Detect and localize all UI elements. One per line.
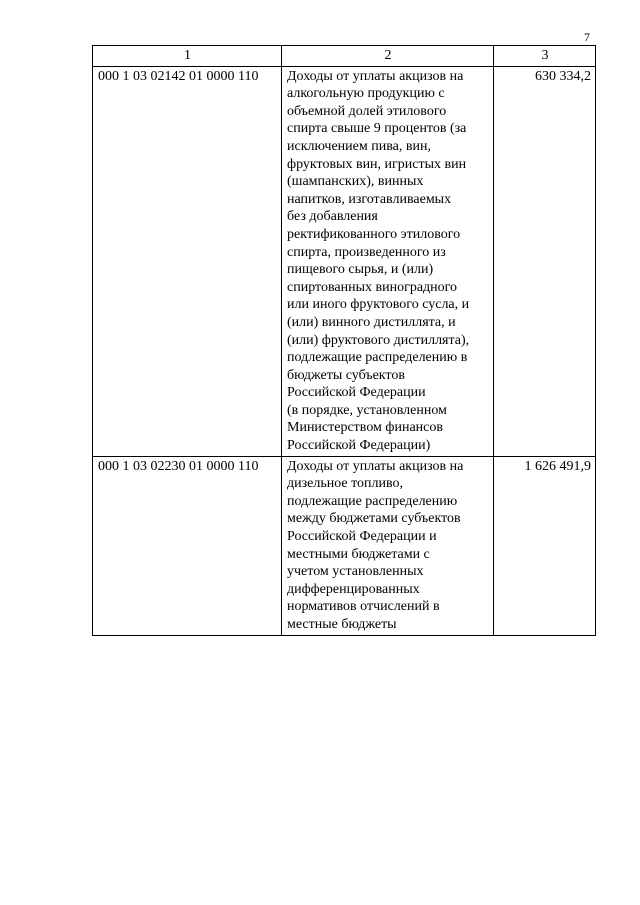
revenue-code-cell: 000 1 03 02230 01 0000 110 (93, 456, 282, 635)
revenue-code-cell: 000 1 03 02142 01 0000 110 (93, 66, 282, 456)
revenue-description-cell: Доходы от уплаты акцизов на дизельное топливо, подлежащие распределению между бюджетами субъектов Российской Федерации и местными бюджетами с учетом установленных дифференцированных нормативов отчислений в местные бюджеты (282, 456, 494, 635)
table-row (93, 66, 596, 456)
table-header-row (93, 46, 596, 67)
column-header-3: 3 (494, 46, 596, 67)
revenue-amount-cell: 1 626 491,9 (494, 456, 596, 635)
revenue-description-cell: Доходы от уплаты акцизов на алкогольную продукцию с объемной долей этилового спирта свыше 9 процентов (за исключением пива, вин, фруктовых вин, игристых вин (шампанских), винных напитков, изготавливаемых без добавления ректификованного этилового спирта, произведенного из пищевого сырья, и (или) спиртованных виноградного или иного фруктового сусла, и (или) винного дистиллята, и (или) фруктового дистиллята), подлежащие распределению в бюджеты субъектов Российской Федерации (в порядке, установленном Министерством финансов Российской Федерации) (282, 66, 494, 456)
budget-revenue-table (92, 45, 596, 636)
column-header-1: 1 (93, 46, 282, 67)
revenue-amount-cell: 630 334,2 (494, 66, 596, 456)
table-row (93, 456, 596, 635)
column-header-2: 2 (282, 46, 494, 67)
page-number: 7 (584, 30, 590, 44)
